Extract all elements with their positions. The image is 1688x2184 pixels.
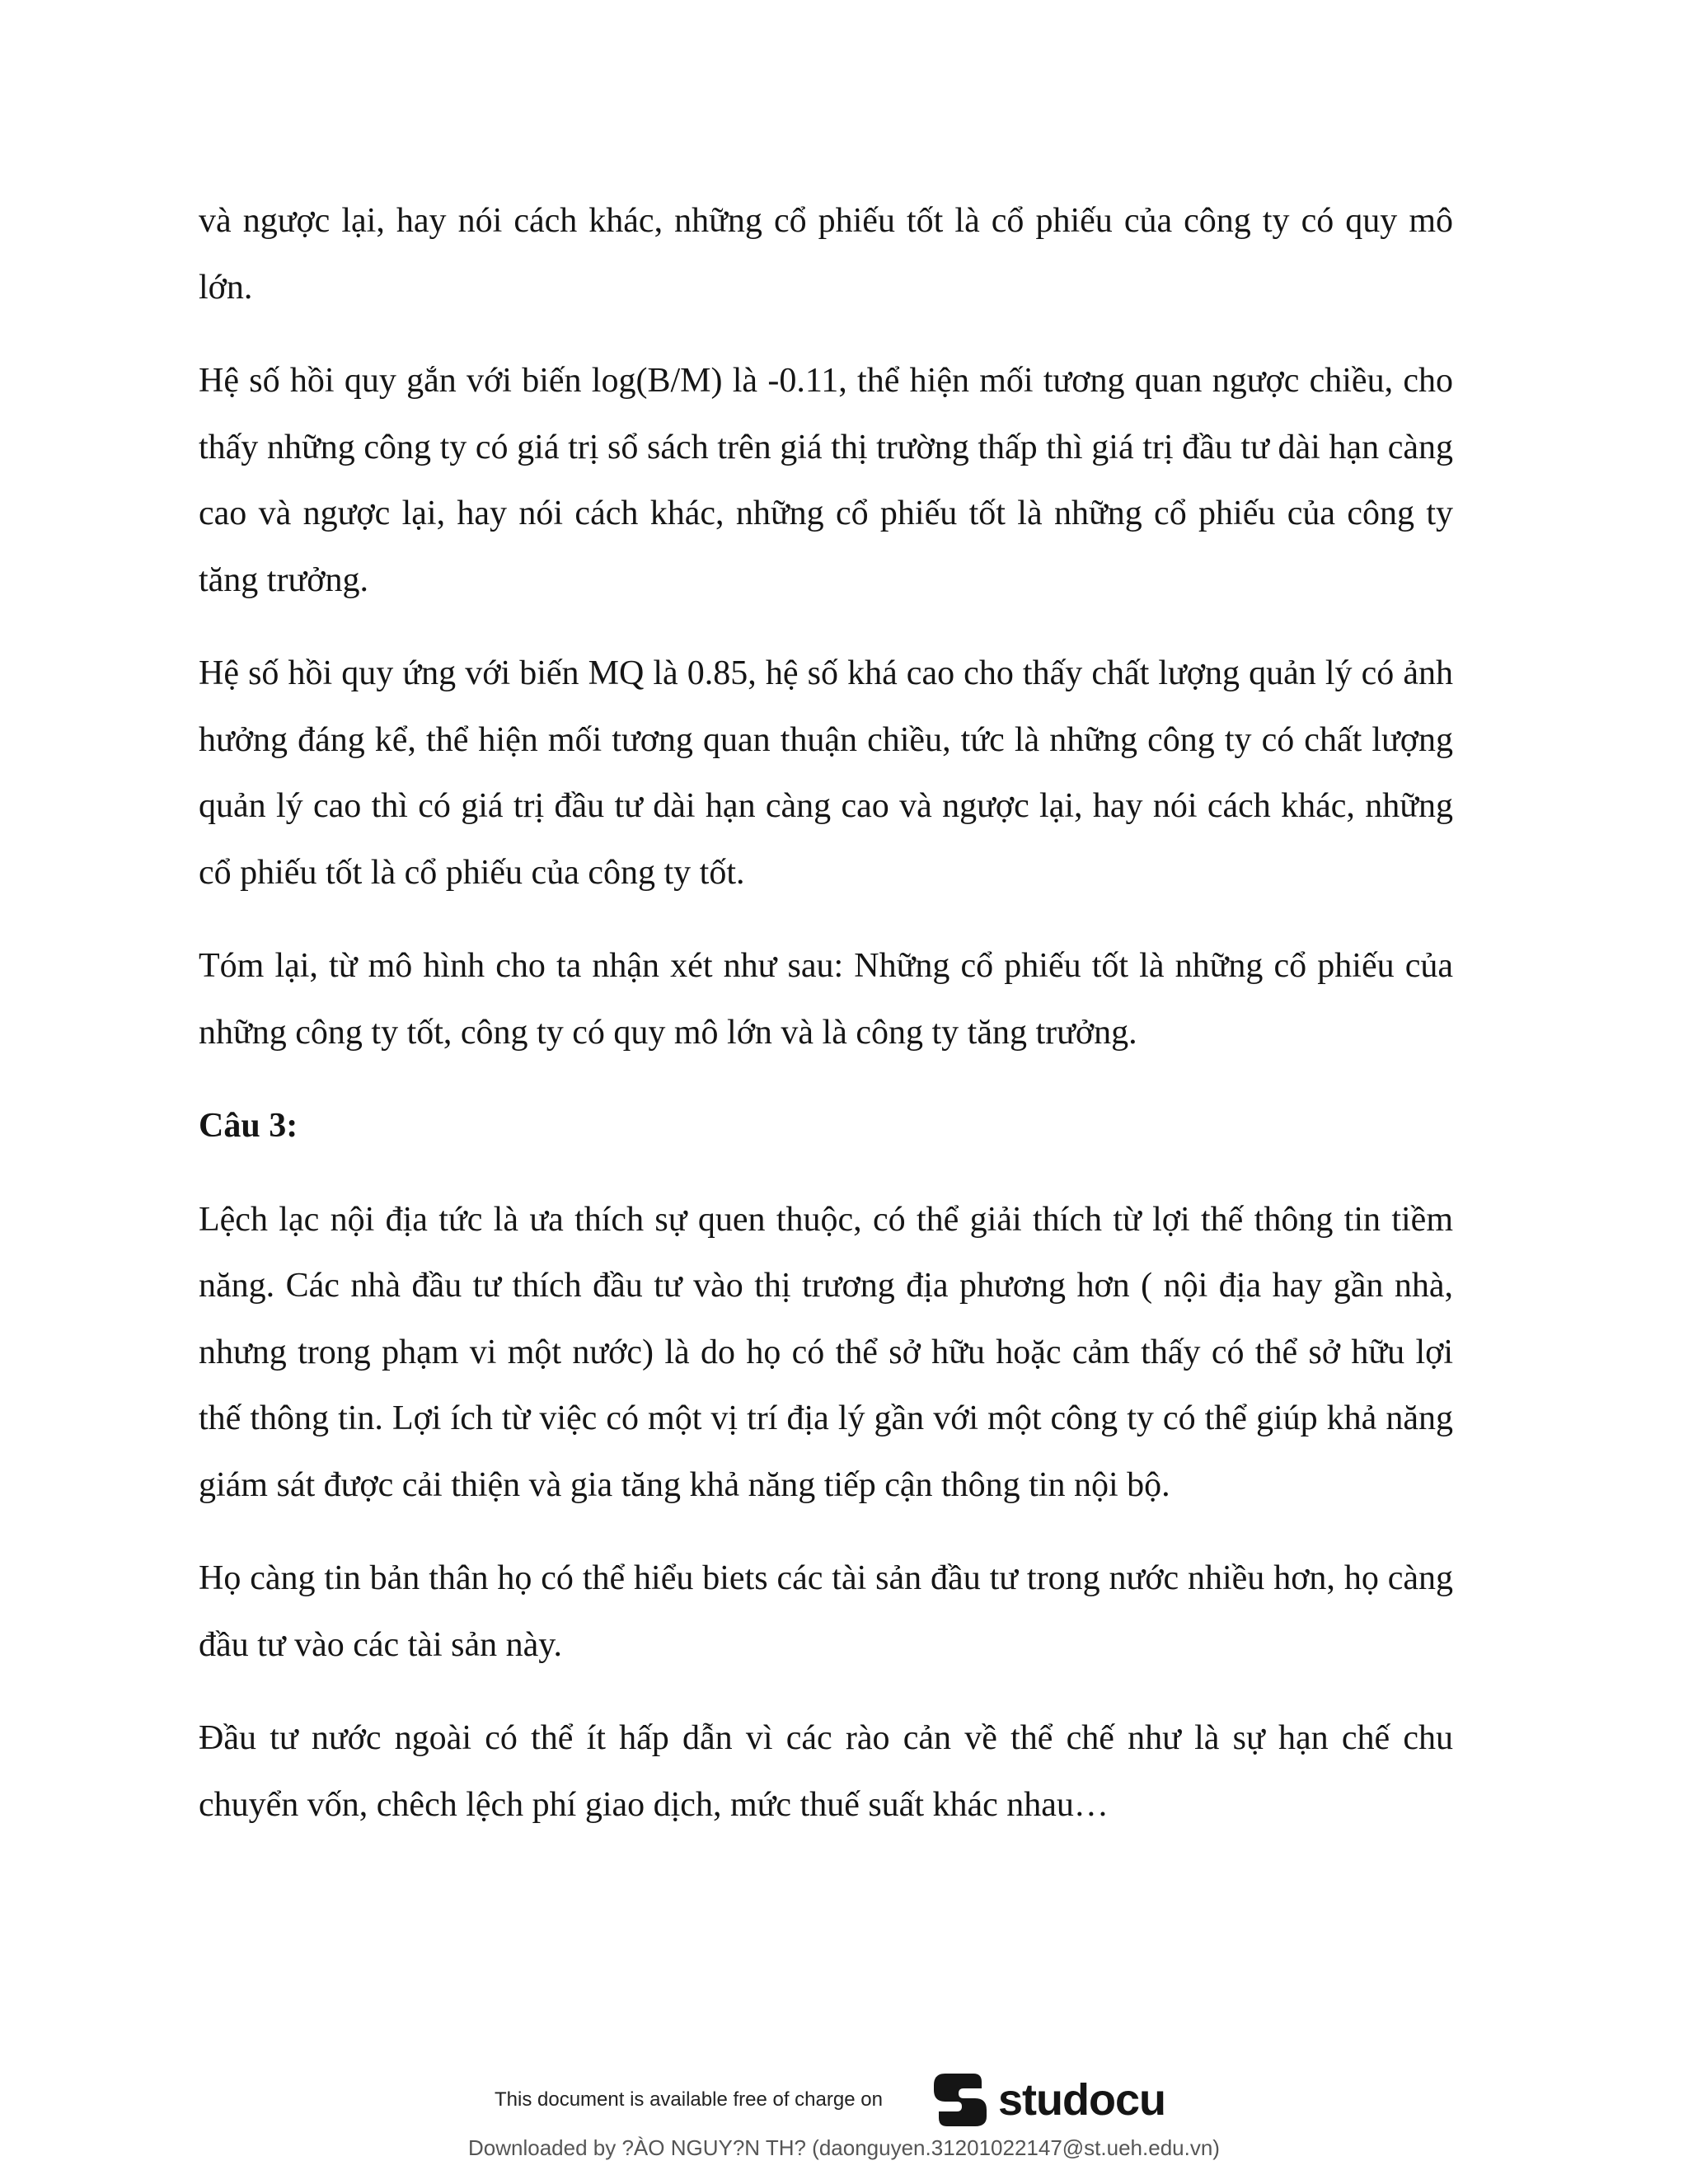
paragraph-7: Đầu tư nước ngoài có thể ít hấp dẫn vì các rào cản về thể chế như là sự hạn chế chu chuyển vốn, chêch lệch phí giao dịch, mức thuế suất khác nhau…	[199, 1719, 1453, 1824]
paragraph-4: Tóm lại, từ mô hình cho ta nhận xét như sau: Những cổ phiếu tốt là những cổ phiếu của những công ty tốt, công ty có quy mô lớn và là công ty tăng trưởng.	[199, 947, 1453, 1052]
section-heading: Câu 3:	[199, 1107, 298, 1145]
availability-text: This document is available free of charge on	[495, 2088, 883, 2111]
studocu-brand[interactable]	[927, 2067, 1165, 2133]
paragraph-6: Họ càng tin bản thân họ có thể hiểu biets các tài sản đầu tư trong nước nhiều hơn, họ càng đầu tư vào các tài sản này.	[199, 1559, 1453, 1664]
paragraph-5: Lệch lạc nội địa tức là ưa thích sự quen thuộc, có thể giải thích từ lợi thế thông tin tiềm năng. Các nhà đầu tư thích đầu tư vào thị trương địa phương hơn ( nội địa hay gần nhà, nhưng trong phạm vi một nước) là do họ có thể sở hữu hoặc cảm thấy có thể sở hữu lợi thế thông tin. Lợi ích từ việc có một vị trí địa lý gần với một công ty có thể giúp khả năng giám sát được cải thiện và gia tăng khả năng tiếp cận thông tin nội bộ.	[199, 1200, 1453, 1504]
paragraph-1: và ngược lại, hay nói cách khác, những cổ phiếu tốt là cổ phiếu của công ty có quy mô lớn.	[199, 202, 1453, 307]
studocu-logo-icon	[927, 2067, 993, 2133]
paragraph-3: Hệ số hồi quy ứng với biến MQ là 0.85, hệ số khá cao cho thấy chất lượng quản lý có ảnh hưởng đáng kể, thể hiện mối tương quan thuận chiều, tức là những công ty có chất lượng quản lý cao thì có giá trị đầu tư dài hạn càng cao và ngược lại, hay nói cách khác, những cổ phiếu tốt là cổ phiếu của công ty tốt.	[199, 654, 1453, 892]
studocu-banner[interactable]	[495, 2067, 1203, 2133]
document-body	[199, 188, 1453, 1865]
download-attribution: Downloaded by ?ÀO NGUY?N TH? (daonguyen.31201022147@st.ueh.edu.vn)	[468, 2135, 1220, 2160]
studocu-wordmark: studocu	[998, 2075, 1165, 2125]
paragraph-2: Hệ số hồi quy gắn với biến log(B/M) là -0.11, thể hiện mối tương quan ngược chiều, cho thấy những công ty có giá trị sổ sách trên giá thị trường thấp thì giá trị đầu tư dài hạn càng cao và ngược lại, hay nói cách khác, những cổ phiếu tốt là những cổ phiếu của công ty tăng trưởng.	[199, 362, 1453, 599]
